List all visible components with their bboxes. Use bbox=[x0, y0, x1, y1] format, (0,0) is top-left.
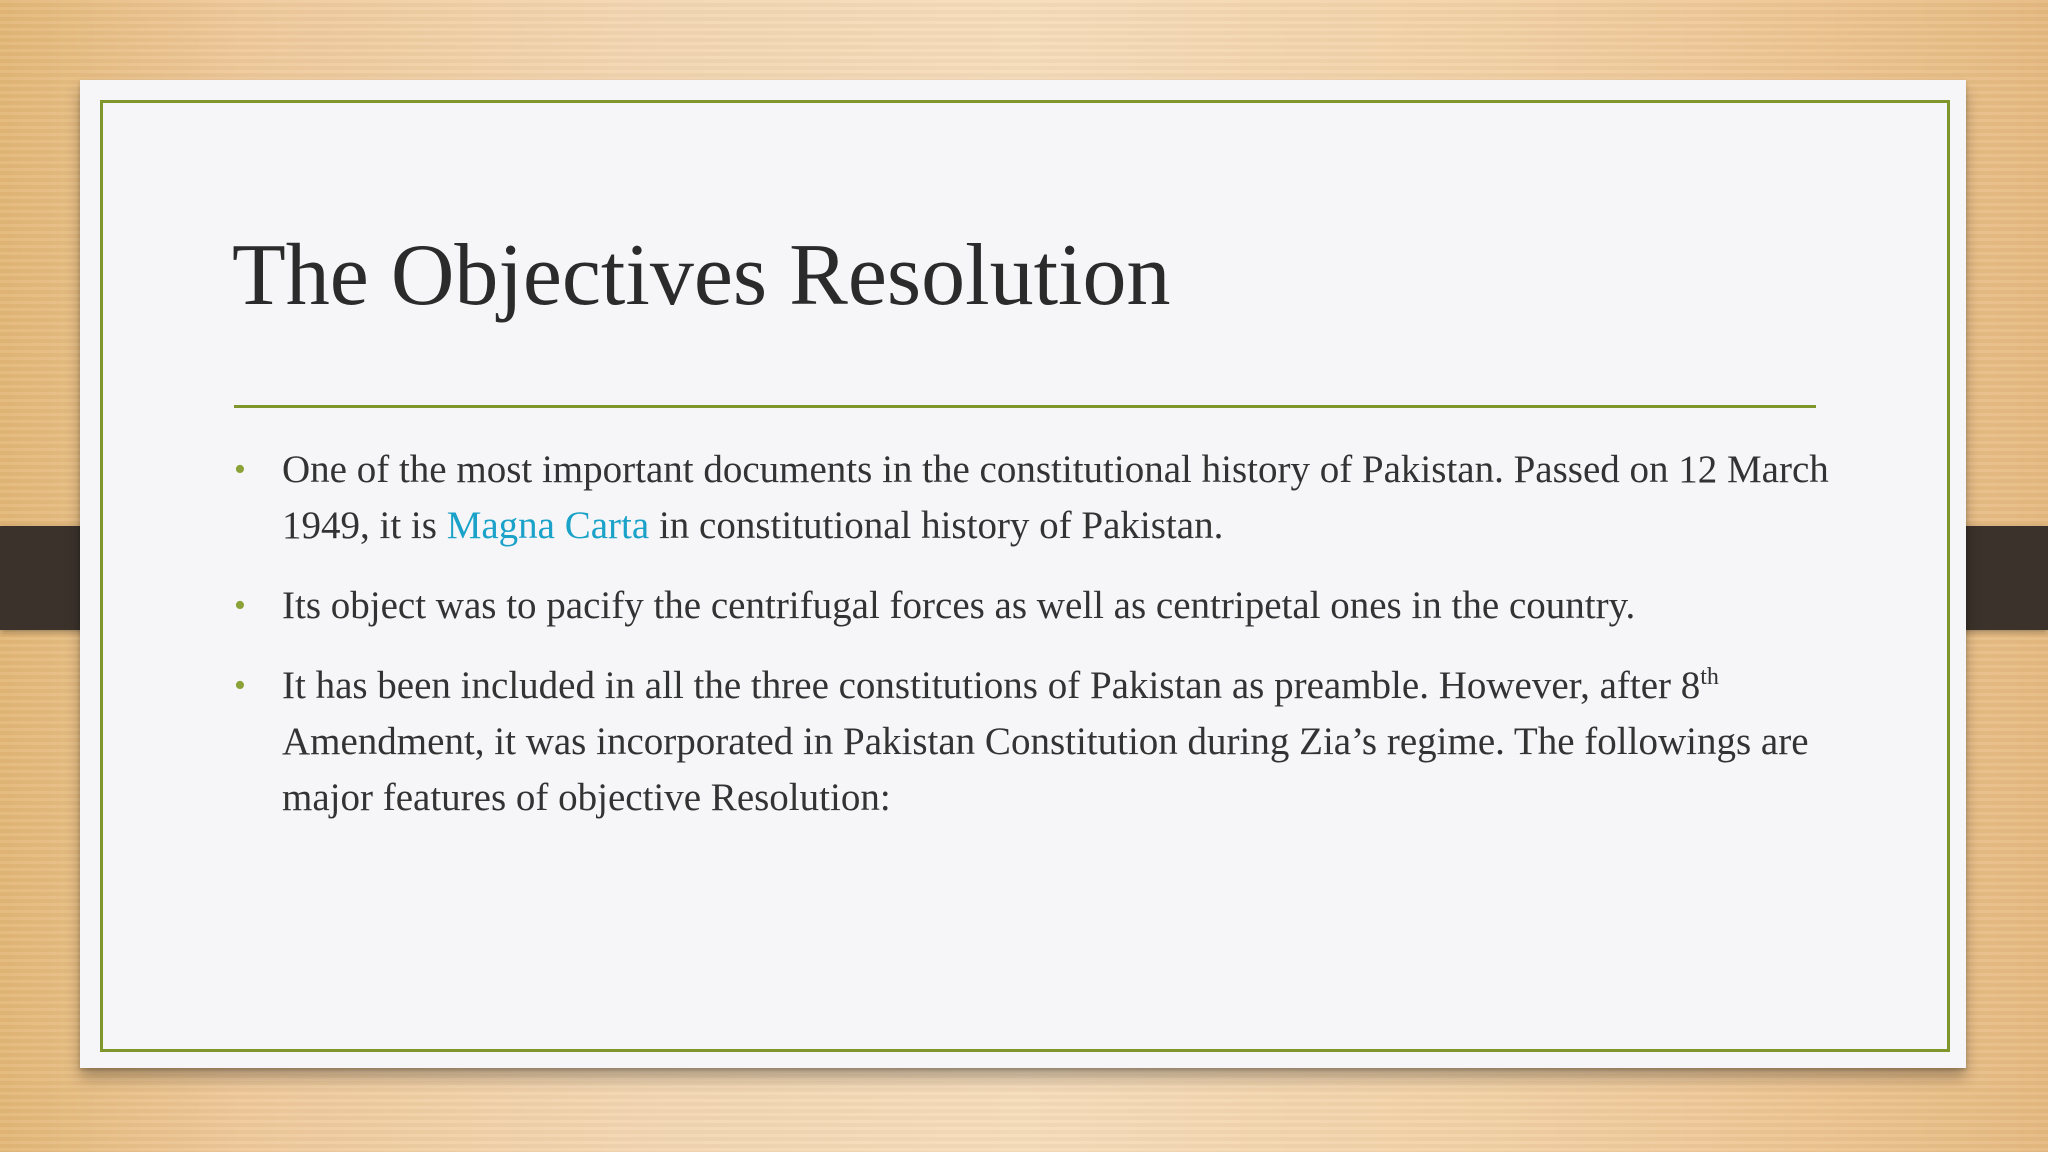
bullet-1-text-before: One of the most important documents in the constitutional history of Pakistan. Passed on 12 March 1949, it is bbox=[282, 448, 1829, 547]
bullet-item-3 bbox=[234, 658, 1894, 826]
bullet-3-text-before: It has been included in all the three constitutions of Pakistan as preamble. However, after 8 bbox=[282, 664, 1701, 707]
magna-carta-link[interactable]: Magna Carta bbox=[446, 504, 650, 547]
bullet-item-2 bbox=[234, 578, 1894, 634]
bullet-2-text: Its object was to pacify the centrifugal forces as well as centripetal ones in the country. bbox=[282, 584, 1636, 627]
bullet-1-text-after: in constitutional history of Pakistan. bbox=[649, 504, 1224, 547]
bullet-list bbox=[234, 442, 1894, 850]
bullet-3-text-after: Amendment, it was incorporated in Pakistan Constitution during Zia’s regime. The followings are major features of objective Resolution: bbox=[282, 720, 1809, 819]
slide-title: The Objectives Resolution bbox=[232, 227, 1171, 324]
title-divider bbox=[234, 405, 1816, 408]
bullet-item-1 bbox=[234, 442, 1894, 554]
bullet-dot-icon: • bbox=[234, 451, 246, 488]
bullet-dot-icon: • bbox=[234, 667, 246, 704]
ordinal-superscript: th bbox=[1700, 664, 1719, 690]
bullet-dot-icon: • bbox=[234, 587, 246, 624]
slide-paper bbox=[80, 80, 1966, 1068]
